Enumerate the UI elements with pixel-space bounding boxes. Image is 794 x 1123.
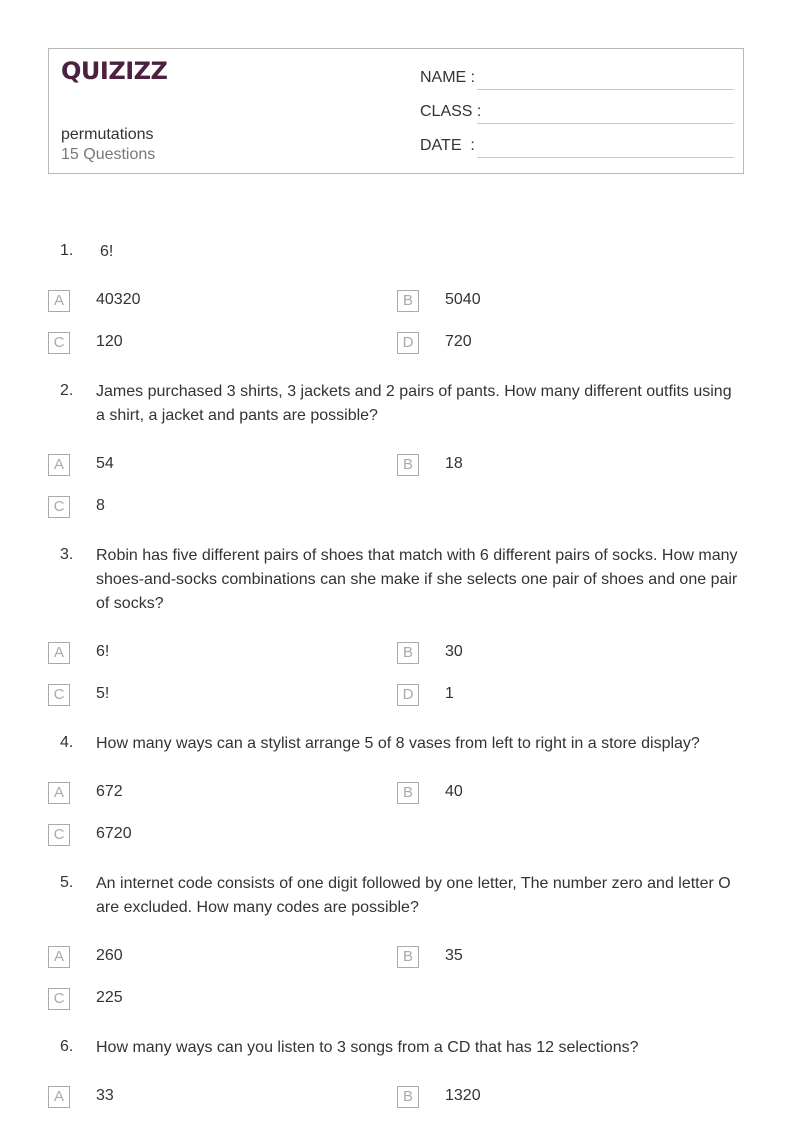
question-number: 5.: [60, 874, 74, 891]
option-text: 35: [445, 947, 463, 964]
option-letter: B: [397, 642, 419, 664]
question-text: An internet code consists of one digit followed by one letter, The number zero and letter O are excluded. How many codes are possible?: [96, 875, 731, 916]
option-letter: B: [397, 1086, 419, 1108]
class-line[interactable]: [477, 123, 734, 124]
option-text: 720: [445, 333, 472, 350]
question-number: 3.: [60, 546, 74, 563]
option-letter: C: [48, 332, 70, 354]
question-number: 6.: [60, 1038, 74, 1055]
option-text: 30: [445, 643, 463, 660]
option-letter: A: [48, 290, 70, 312]
question-text: Robin has five different pairs of shoes that match with 6 different pairs of socks. How many shoes-and-socks combinations can she make if she selects one pair of shoes and one pair of socks?: [96, 547, 738, 612]
option-text: 33: [96, 1087, 114, 1104]
date-label: DATE :: [420, 137, 475, 154]
option-letter: D: [397, 332, 419, 354]
question-text: 6!: [100, 243, 114, 260]
option-letter: C: [48, 824, 70, 846]
worksheet-header: [48, 48, 744, 174]
option-letter: C: [48, 496, 70, 518]
option-letter: B: [397, 946, 419, 968]
question-number: 2.: [60, 382, 74, 399]
date-field[interactable]: [420, 137, 734, 159]
class-label: CLASS :: [420, 103, 482, 120]
option-letter: C: [48, 988, 70, 1010]
option-text: 18: [445, 455, 463, 472]
option-text: 5!: [96, 685, 110, 702]
option-text: 6720: [96, 825, 132, 842]
option-letter: A: [48, 782, 70, 804]
quizizz-logo: QUIZIZZ: [61, 57, 168, 85]
quiz-title: permutations: [61, 126, 154, 143]
question-number: 4.: [60, 734, 74, 751]
option-letter: A: [48, 946, 70, 968]
option-text: 1: [445, 685, 454, 702]
option-text: 672: [96, 783, 123, 800]
option-text: 120: [96, 333, 123, 350]
option-letter: A: [48, 642, 70, 664]
question-text: James purchased 3 shirts, 3 jackets and 2 pairs of pants. How many different outfits using a shirt, a jacket and pants are possible?: [96, 383, 732, 424]
option-text: 40: [445, 783, 463, 800]
option-text: 40320: [96, 291, 141, 308]
option-text: 6!: [96, 643, 110, 660]
option-letter: D: [397, 684, 419, 706]
option-letter: B: [397, 454, 419, 476]
name-field[interactable]: [420, 69, 734, 91]
class-field[interactable]: [420, 103, 734, 125]
question-text: How many ways can a stylist arrange 5 of 8 vases from left to right in a store display?: [96, 735, 700, 752]
question-text: How many ways can you listen to 3 songs from a CD that has 12 selections?: [96, 1039, 639, 1056]
option-letter: A: [48, 454, 70, 476]
option-letter: B: [397, 782, 419, 804]
question-count: 15 Questions: [61, 146, 156, 163]
option-text: 260: [96, 947, 123, 964]
option-text: 225: [96, 989, 123, 1006]
option-letter: B: [397, 290, 419, 312]
option-letter: A: [48, 1086, 70, 1108]
option-text: 54: [96, 455, 114, 472]
name-line[interactable]: [477, 89, 734, 90]
option-text: 5040: [445, 291, 481, 308]
option-text: 1320: [445, 1087, 481, 1104]
question-number: 1.: [60, 242, 74, 259]
date-line[interactable]: [477, 157, 734, 158]
option-letter: C: [48, 684, 70, 706]
option-text: 8: [96, 497, 105, 514]
name-label: NAME :: [420, 69, 476, 86]
